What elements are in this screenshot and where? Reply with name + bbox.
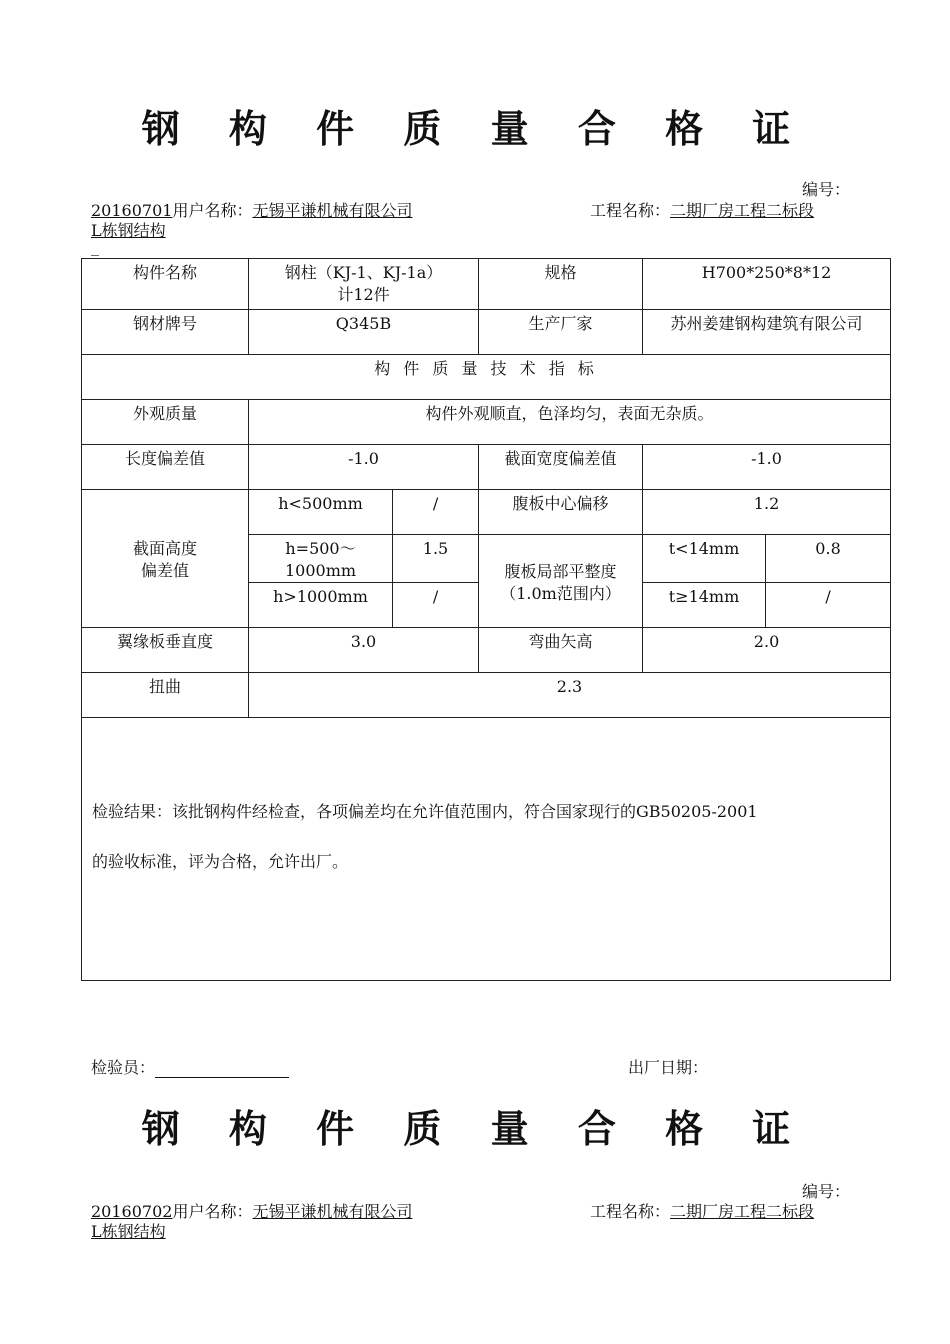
spec-value: H700*250*8*12: [643, 259, 891, 310]
project-line-2: [590, 1202, 814, 1222]
bending-value: 2.0: [643, 628, 891, 673]
height-dev-label-line2: 偏差值: [140, 561, 189, 580]
row-flange-bending: [82, 628, 891, 673]
steel-grade-value: Q345B: [249, 310, 479, 355]
row-steel-grade: [82, 310, 891, 355]
row-section-header: [82, 355, 891, 400]
result-line1: 检验结果：该批钢构件经检查，各项偏差均在允许值范围内，符合国家现行的GB50205-2001: [92, 802, 758, 821]
serial-label-2: 编号：: [802, 1182, 851, 1201]
project-name-continued-2: L栋钢结构: [91, 1222, 166, 1241]
h-lt-500-value: /: [393, 490, 479, 535]
twist-value: 2.3: [249, 673, 891, 718]
appearance-value: 构件外观顺直，色泽均匀，表面无杂质。: [249, 400, 891, 445]
project-name-2: 二期厂房工程二标段: [670, 1202, 815, 1221]
manufacturer-value: 苏州姜建钢构建筑有限公司: [643, 310, 891, 355]
length-dev-value: -1.0: [249, 445, 479, 490]
h-gt-1000-value: /: [393, 583, 479, 628]
serial-number-2: 20160702: [91, 1202, 173, 1221]
project-label: 工程名称：: [590, 201, 671, 220]
web-offset-value: 1.2: [643, 490, 891, 535]
inspector-signature-line: [155, 1059, 289, 1078]
t-ge-14-value: /: [766, 583, 891, 628]
height-dev-label: [82, 490, 249, 628]
serial-number: 20160701: [91, 201, 173, 220]
user-label-2: 用户名称：: [172, 1202, 253, 1221]
t-lt-14-label: t<14mm: [643, 535, 766, 583]
row-height-1: [82, 490, 891, 535]
row-twist: [82, 673, 891, 718]
row-appearance: [82, 400, 891, 445]
project-name: 二期厂房工程二标段: [670, 201, 815, 220]
width-dev-value: -1.0: [643, 445, 891, 490]
user-name-2: 无锡平谦机械有限公司: [252, 1202, 413, 1221]
bending-label: 弯曲矢高: [479, 628, 643, 673]
stray-mark: _: [91, 237, 99, 256]
appearance-label: 外观质量: [82, 400, 249, 445]
h-500-1000-label: h=500～1000mm: [249, 535, 393, 583]
row-length-width: [82, 445, 891, 490]
row-result: [82, 718, 891, 981]
width-dev-label: 截面宽度偏差值: [479, 445, 643, 490]
user-name: 无锡平谦机械有限公司: [252, 201, 413, 220]
result-line2: 的验收标准，评为合格，允许出厂。: [92, 852, 349, 871]
t-ge-14-label: t≥14mm: [643, 583, 766, 628]
component-name-value: [249, 259, 479, 310]
quality-table: [81, 258, 891, 981]
component-name-line1: 钢柱（KJ-1、KJ-1a）: [284, 263, 443, 282]
section-header: 构 件 质 量 技 术 指 标: [82, 355, 891, 400]
twist-label: 扭曲: [82, 673, 249, 718]
h-gt-1000-label: h>1000mm: [249, 583, 393, 628]
flange-perp-label: 翼缘板垂直度: [82, 628, 249, 673]
serial-label: 编号：: [802, 180, 851, 199]
web-flatness-label: [479, 535, 643, 628]
web-offset-label: 腹板中心偏移: [479, 490, 643, 535]
user-line-2: [91, 1202, 412, 1222]
project-name-continued: L栋钢结构: [91, 221, 166, 240]
user-label: 用户名称：: [172, 201, 253, 220]
project-label-2: 工程名称：: [590, 1202, 671, 1221]
height-dev-label-line1: 截面高度: [132, 539, 197, 558]
date-label: 出厂日期：: [628, 1058, 709, 1077]
web-flatness-label-line1: 腹板局部平整度: [504, 561, 617, 581]
inspector-line: [91, 1058, 289, 1078]
component-name-line2: 计12件: [337, 285, 390, 304]
web-flatness-label-line2: （1.0m范围内）: [500, 583, 621, 603]
user-line: [91, 201, 412, 221]
component-name-label: 构件名称: [82, 259, 249, 310]
certificate-title-2: 钢 构 件 质 量 合 格 证: [141, 1107, 809, 1151]
steel-grade-label: 钢材牌号: [82, 310, 249, 355]
project-line: [590, 201, 814, 221]
h-lt-500-label: h<500mm: [249, 490, 393, 535]
inspector-label: 检验员：: [91, 1058, 156, 1077]
length-dev-label: 长度偏差值: [82, 445, 249, 490]
manufacturer-label: 生产厂家: [479, 310, 643, 355]
t-lt-14-value: 0.8: [766, 535, 891, 583]
row-component-name: [82, 259, 891, 310]
h-500-1000-value: 1.5: [393, 535, 479, 583]
spec-label: 规格: [479, 259, 643, 310]
result-cell: [82, 718, 891, 981]
certificate-title: 钢 构 件 质 量 合 格 证: [141, 107, 809, 151]
flange-perp-value: 3.0: [249, 628, 479, 673]
